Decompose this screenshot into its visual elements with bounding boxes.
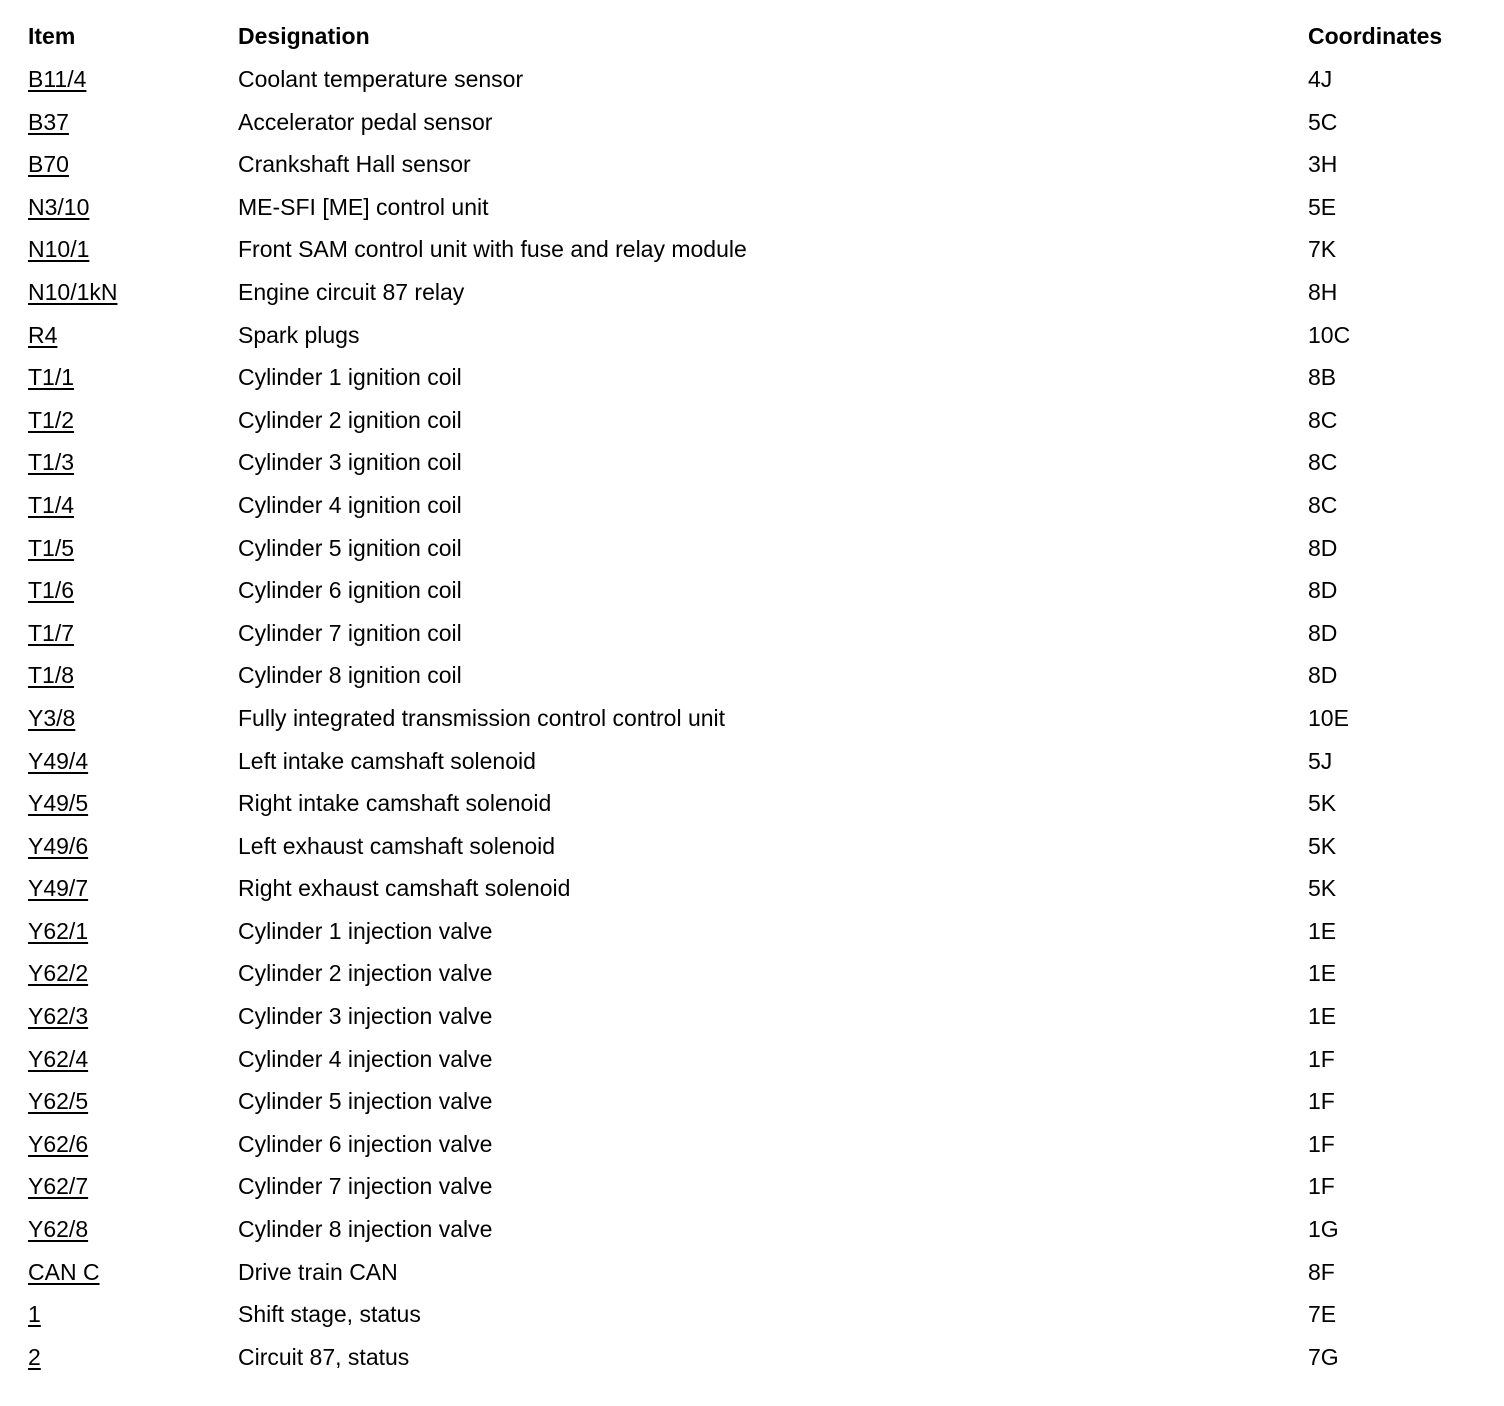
table-row [0, 782, 1504, 825]
designation-text: Cylinder 3 injection valve [238, 1003, 493, 1030]
coordinates-text: 8D [1308, 662, 1338, 689]
designation-text: Left exhaust camshaft solenoid [238, 832, 556, 859]
item-link[interactable]: 1 [28, 1301, 41, 1328]
table-row [0, 1165, 1504, 1208]
item-link[interactable]: T1/5 [28, 534, 75, 561]
item-link[interactable]: T1/3 [28, 449, 75, 476]
designation-text: Right intake camshaft solenoid [238, 790, 552, 817]
item-link[interactable]: N3/10 [28, 193, 90, 220]
coordinates-text: 1F [1308, 1045, 1335, 1072]
coordinates-text: 4J [1308, 66, 1333, 92]
coordinates-text: 10C [1308, 321, 1351, 348]
table-row [0, 58, 1504, 101]
coordinates-text: 8D [1308, 619, 1338, 646]
item-link[interactable]: T1/4 [28, 491, 75, 518]
item-link[interactable]: Y62/6 [28, 1130, 89, 1157]
designation-text: Cylinder 8 ignition coil [238, 662, 462, 689]
table-row [0, 825, 1504, 868]
item-link[interactable]: Y62/8 [28, 1216, 89, 1243]
table-row [0, 910, 1504, 953]
coordinates-text: 5K [1308, 875, 1337, 902]
coordinates-text: 5C [1308, 108, 1338, 135]
item-link[interactable]: Y62/1 [28, 917, 89, 944]
item-link[interactable]: Y62/7 [28, 1173, 89, 1200]
item-link[interactable]: 2 [28, 1343, 41, 1370]
item-link[interactable]: Y62/2 [28, 960, 89, 987]
header-designation: Designation [238, 23, 370, 49]
designation-text: Cylinder 6 ignition coil [238, 577, 462, 604]
coordinates-text: 8C [1308, 406, 1338, 433]
coordinates-text: 1F [1308, 1130, 1335, 1157]
coordinates-text: 1E [1308, 960, 1337, 987]
designation-text: Circuit 87, status [238, 1343, 410, 1370]
item-link[interactable]: Y49/7 [28, 875, 89, 902]
designation-text: Engine circuit 87 relay [238, 278, 465, 305]
item-link[interactable]: Y3/8 [28, 704, 76, 731]
table-row [0, 228, 1504, 271]
designation-text: Spark plugs [238, 321, 360, 348]
table-row [0, 527, 1504, 570]
designation-text: Cylinder 7 ignition coil [238, 619, 462, 646]
item-link[interactable]: R4 [28, 321, 58, 348]
designation-text: Cylinder 5 injection valve [238, 1088, 493, 1115]
designation-text: Cylinder 8 injection valve [238, 1216, 493, 1243]
designation-text: Crankshaft Hall sensor [238, 151, 471, 178]
coordinates-text: 5J [1308, 747, 1333, 774]
table-row [0, 1336, 1504, 1379]
coordinates-text: 8C [1308, 491, 1338, 518]
item-link[interactable]: Y62/4 [28, 1045, 89, 1072]
designation-text: Cylinder 3 ignition coil [238, 449, 462, 476]
table-row [0, 612, 1504, 655]
item-link[interactable]: Y49/6 [28, 832, 89, 859]
item-link[interactable]: N10/1kN [28, 278, 118, 305]
coordinates-text: 10E [1308, 704, 1349, 731]
coordinates-text: 8F [1308, 1258, 1335, 1285]
coordinates-text: 8D [1308, 577, 1338, 604]
coordinates-text: 8H [1308, 278, 1338, 305]
coordinates-text: 1E [1308, 1003, 1337, 1030]
table-row [0, 101, 1504, 144]
item-link[interactable]: Y62/3 [28, 1003, 89, 1030]
coordinates-text: 1E [1308, 917, 1337, 944]
item-link[interactable]: T1/2 [28, 406, 75, 433]
designation-text: Coolant temperature sensor [238, 66, 524, 92]
table-row [0, 484, 1504, 527]
designation-text: Cylinder 1 injection valve [238, 917, 493, 944]
table-row [0, 314, 1504, 357]
table-row [0, 1251, 1504, 1294]
item-link[interactable]: T1/6 [28, 577, 75, 604]
table-header-row [0, 16, 1504, 58]
designation-text: Drive train CAN [238, 1258, 398, 1285]
designation-text: Cylinder 5 ignition coil [238, 534, 462, 561]
table-row [0, 1123, 1504, 1166]
coordinates-text: 5K [1308, 790, 1337, 817]
item-link[interactable]: Y49/5 [28, 790, 89, 817]
coordinates-text: 3H [1308, 151, 1338, 178]
designation-text: Left intake camshaft solenoid [238, 747, 536, 774]
table-row [0, 995, 1504, 1038]
designation-text: Right exhaust camshaft solenoid [238, 875, 571, 902]
designation-text: Front SAM control unit with fuse and relay module [238, 236, 747, 263]
table-row [0, 186, 1504, 229]
item-link[interactable]: Y49/4 [28, 747, 89, 774]
coordinates-text: 1G [1308, 1216, 1339, 1243]
item-link[interactable]: B70 [28, 151, 69, 178]
table-row [0, 356, 1504, 399]
table-row [0, 654, 1504, 697]
designation-text: Cylinder 4 injection valve [238, 1045, 493, 1072]
table-row [0, 143, 1504, 186]
designation-text: ME-SFI [ME] control unit [238, 193, 489, 220]
coordinates-text: 7E [1308, 1301, 1337, 1328]
coordinates-text: 5K [1308, 832, 1337, 859]
table-row [0, 1293, 1504, 1336]
table-row [0, 740, 1504, 783]
header-item: Item [28, 23, 76, 49]
table-row [0, 952, 1504, 995]
table-row [0, 697, 1504, 740]
item-link[interactable]: T1/7 [28, 619, 75, 646]
item-link[interactable]: T1/1 [28, 364, 75, 391]
designation-text: Cylinder 2 ignition coil [238, 406, 462, 433]
coordinates-text: 1F [1308, 1173, 1335, 1200]
coordinates-text: 5E [1308, 193, 1337, 220]
item-link[interactable]: N10/1 [28, 236, 90, 263]
designation-text: Shift stage, status [238, 1301, 421, 1328]
coordinates-text: 7K [1308, 236, 1337, 263]
designation-text: Cylinder 6 injection valve [238, 1130, 493, 1157]
table-row [0, 867, 1504, 910]
item-link[interactable]: T1/8 [28, 662, 75, 689]
item-link[interactable]: Y62/5 [28, 1088, 89, 1115]
coordinates-text: 8B [1308, 364, 1337, 391]
coordinates-text: 1F [1308, 1088, 1335, 1115]
table-row [0, 1080, 1504, 1123]
table-row [0, 1208, 1504, 1251]
designation-text: Cylinder 2 injection valve [238, 960, 493, 987]
table-row [0, 441, 1504, 484]
table-row [0, 271, 1504, 314]
designation-text: Cylinder 4 ignition coil [238, 491, 462, 518]
item-link[interactable]: CAN C [28, 1258, 100, 1285]
header-coordinates: Coordinates [1308, 23, 1443, 49]
coordinates-text: 8D [1308, 534, 1338, 561]
table-body [0, 58, 1504, 1378]
table-row [0, 1038, 1504, 1081]
item-link[interactable]: B37 [28, 108, 69, 135]
coordinates-text: 7G [1308, 1343, 1339, 1370]
designation-text: Cylinder 7 injection valve [238, 1173, 493, 1200]
table-row [0, 569, 1504, 612]
table-row [0, 399, 1504, 442]
item-link[interactable]: B11/4 [28, 66, 87, 92]
coordinates-text: 8C [1308, 449, 1338, 476]
designation-text: Fully integrated transmission control control unit [238, 704, 726, 731]
designation-text: Accelerator pedal sensor [238, 108, 493, 135]
designation-text: Cylinder 1 ignition coil [238, 364, 462, 391]
